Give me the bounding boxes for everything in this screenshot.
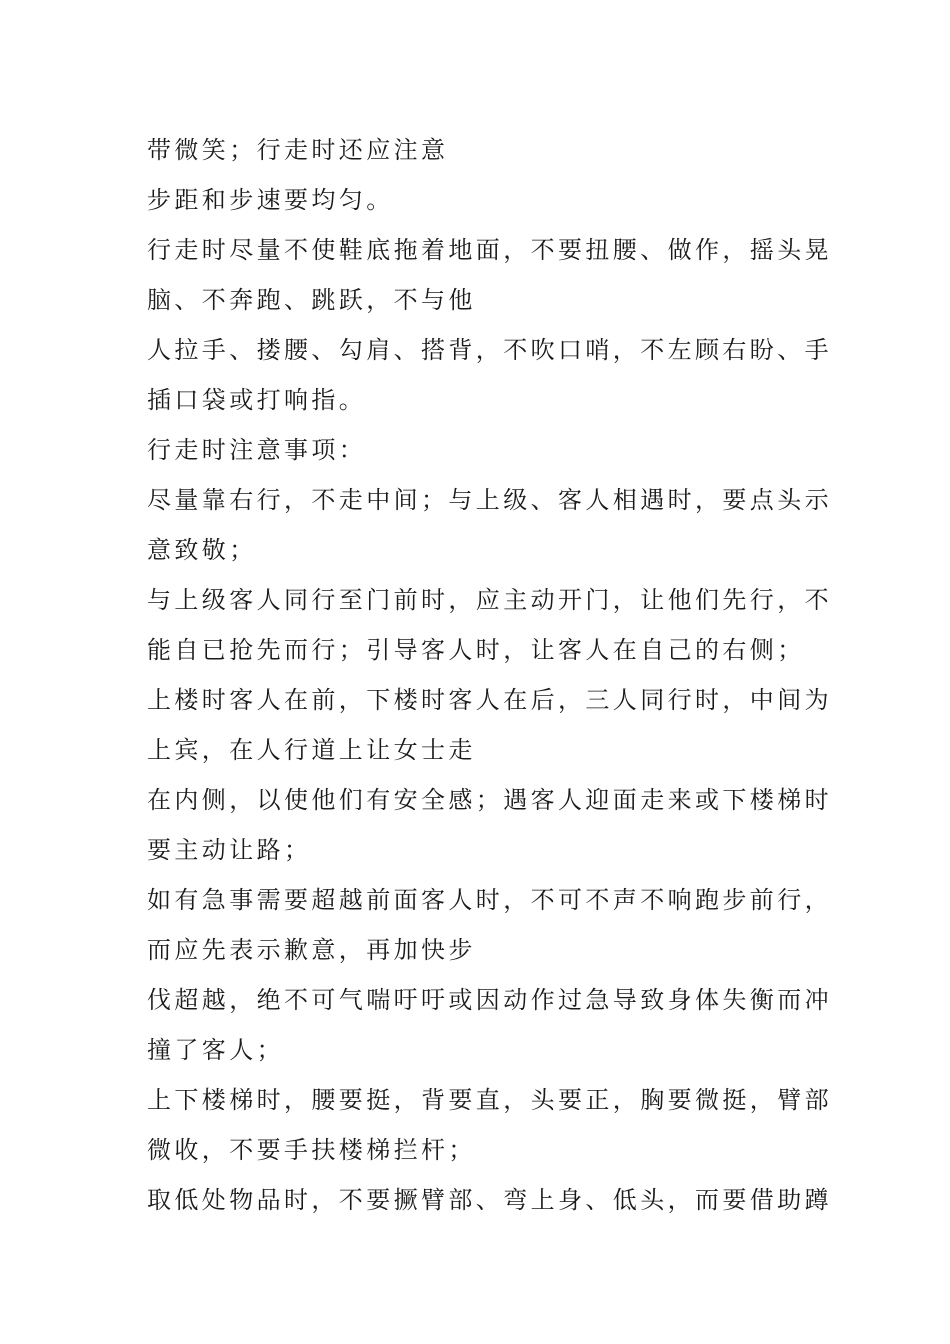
text-line: 脑、不奔跑、跳跃，不与他 (147, 286, 476, 314)
text-line: 微收，不要手扶楼梯拦杆； (147, 1136, 476, 1164)
text-line: 行走时尽量不使鞋底拖着地面，不要扭腰、做作，摇头晃 (147, 236, 832, 264)
text-line: 与上级客人同行至门前时，应主动开门，让他们先行，不 (147, 586, 832, 614)
text-line: 而应先表示歉意，再加快步 (147, 936, 476, 964)
text-line: 上下楼梯时，腰要挺，背要直，头要正，胸要微挺，臂部 (147, 1086, 832, 1114)
document-body (147, 125, 832, 1225)
text-line: 要主动让路； (147, 836, 312, 864)
text-line: 伐超越，绝不可气喘吁吁或因动作过急导致身体失衡而冲 (147, 986, 832, 1014)
text-line: 取低处物品时，不要撅臂部、弯上身、低头，而要借助蹲 (147, 1186, 832, 1214)
text-line: 尽量靠右行，不走中间；与上级、客人相遇时，要点头示 (147, 486, 832, 514)
text-line: 上宾，在人行道上让女士走 (147, 736, 476, 764)
text-line: 行走时注意事项： (147, 436, 367, 464)
text-line: 步距和步速要均匀。 (147, 186, 394, 214)
text-line: 撞了客人； (147, 1036, 284, 1064)
text-line: 插口袋或打响指。 (147, 386, 367, 414)
text-line: 意致敬； (147, 536, 257, 564)
text-line: 上楼时客人在前，下楼时客人在后，三人同行时，中间为 (147, 686, 832, 714)
text-line: 在内侧，以使他们有安全感；遇客人迎面走来或下楼梯时 (147, 786, 832, 814)
text-line: 能自已抢先而行；引导客人时，让客人在自己的右侧； (147, 636, 805, 664)
text-line: 人拉手、搂腰、勾肩、搭背，不吹口哨，不左顾右盼、手 (147, 336, 832, 364)
text-line: 带微笑；行走时还应注意 (147, 136, 449, 164)
text-line: 如有急事需要超越前面客人时，不可不声不响跑步前行， (147, 886, 832, 914)
